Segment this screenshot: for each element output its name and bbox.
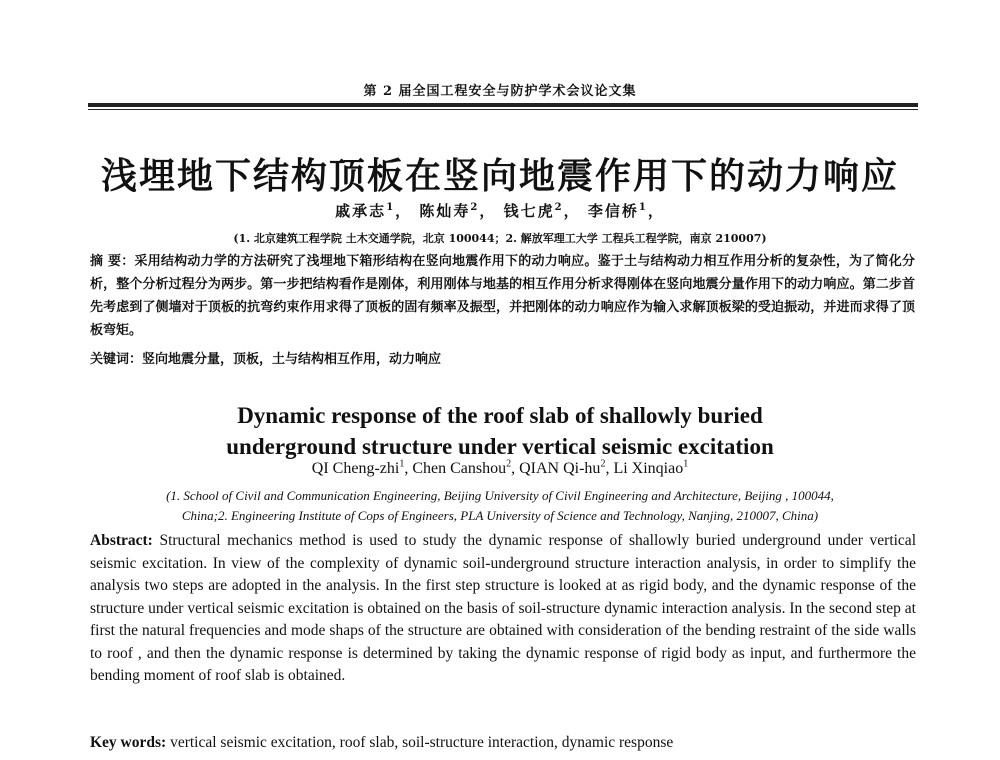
en-title-line1: Dynamic response of the roof slab of shallowly buried <box>237 403 763 428</box>
en-author-sup: 1 <box>399 458 405 470</box>
zh-abstract-label: 摘 要： <box>90 254 135 269</box>
zh-author-sup: 2 <box>554 202 564 213</box>
zh-abstract <box>90 250 915 342</box>
zh-author: 戚承志 <box>335 202 387 220</box>
en-affiliation-line2: China;2. Engineering Institute of Cops of Engineers, PLA University of Science and Technology, Nanjing, 210007, China) <box>181 508 819 523</box>
en-keywords <box>90 734 916 752</box>
en-author: QI Cheng-zhi <box>311 460 400 477</box>
en-author-sup: 2 <box>506 458 512 470</box>
en-keywords-label: Key words: <box>90 734 167 751</box>
zh-author-sup: 2 <box>470 202 480 213</box>
header-rule-thick <box>88 103 918 107</box>
zh-keywords-label: 关键词： <box>90 352 143 367</box>
zh-author-sup: 1 <box>386 202 396 213</box>
zh-author: 陈灿寿 <box>419 202 471 220</box>
en-title-line2: underground structure under vertical seismic excitation <box>226 434 774 459</box>
en-affiliation-line1: (1. School of Civil and Communication Engineering, Beijing University of Civil Engineering and Architecture, Beijing , 100044, <box>166 488 834 503</box>
zh-title: 浅埋地下结构顶板在竖向地震作用下的动力响应 <box>100 156 899 197</box>
en-author: Chen Canshou <box>412 460 507 477</box>
zh-affiliation: (1. 北京建筑工程学院 土木交通学院，北京 100044；2. 解放军理工大学 工程兵工程学院，南京 210007) <box>233 232 767 245</box>
en-authors: QI Cheng-zhi$^1$, Chen Canshou$^2$, QIAN $Qi-hu^2$, Li Xinqiao$^1$ <box>311 458 689 477</box>
en-abstract <box>90 530 916 688</box>
header-rule-thin <box>88 109 918 110</box>
en-author-sup: 2 <box>600 458 606 470</box>
zh-abstract-text: 采用结构动力学的方法研究了浅埋地下箱形结构在竖向地震作用下的动力响应。鉴于土与结构动力相互作用分析的复杂性，为了简化分析，整个分析过程分为两步。第一步把结构看作是刚体，利用刚体与地基的相互作用分析求得刚体在竖向地震分量作用下的动力响应。第二步首先考虑到了侧墙对于顶板的抗弯约束作用求得了顶板的固有频率及振型，并把刚体的动力响应作为输入求解顶板梁的受迫振动，并进而求得了顶板弯矩。 <box>90 254 915 338</box>
en-abstract-text: Structural mechanics method is used to study the dynamic response of shallowly buried underground under vertical seismic excitation. In view of the complexity of dynamic soil-underground structure interaction analysis, in order to simplify the analysis two steps are adopted in the analysis. In the first step structure is looked at as rigid body, and the dynamic response of the structure under vertical seismic excitation is obtained on the basis of soil-structure dynamic interaction analysis. In the second step at first the natural frequencies and mode shaps of the structure are obtained with consideration of the bending restraint of the side walls to roof , and then the dynamic response is determined by taking the dynamic response of rigid body as input, and furthermore the bending moment of roof slab is obtained. <box>90 532 916 684</box>
en-author: Li Xinqiao <box>613 460 684 477</box>
zh-author-sup: 1 <box>638 202 648 213</box>
en-author: QIAN Qi-hu <box>519 460 601 477</box>
en-affiliation <box>110 486 890 526</box>
en-keywords-text: vertical seismic excitation, roof slab, soil-structure interaction, dynamic response <box>170 734 674 751</box>
en-author-sup: 1 <box>683 458 689 470</box>
zh-keywords-text: 竖向地震分量，顶板，土与结构相互作用，动力响应 <box>142 352 442 367</box>
zh-author: 钱七虎 <box>503 202 555 220</box>
running-header: 第 2 届全国工程安全与防护学术会议论文集 <box>363 84 637 99</box>
en-title <box>0 400 1000 462</box>
zh-author: 李信桥 <box>587 202 639 220</box>
zh-keywords <box>90 348 915 367</box>
zh-authors: 戚承志$^1$， 陈灿寿$^2$， 钱七虎$^2$， 李信桥$^1$， <box>335 202 665 220</box>
en-abstract-label: Abstract: <box>90 532 153 549</box>
